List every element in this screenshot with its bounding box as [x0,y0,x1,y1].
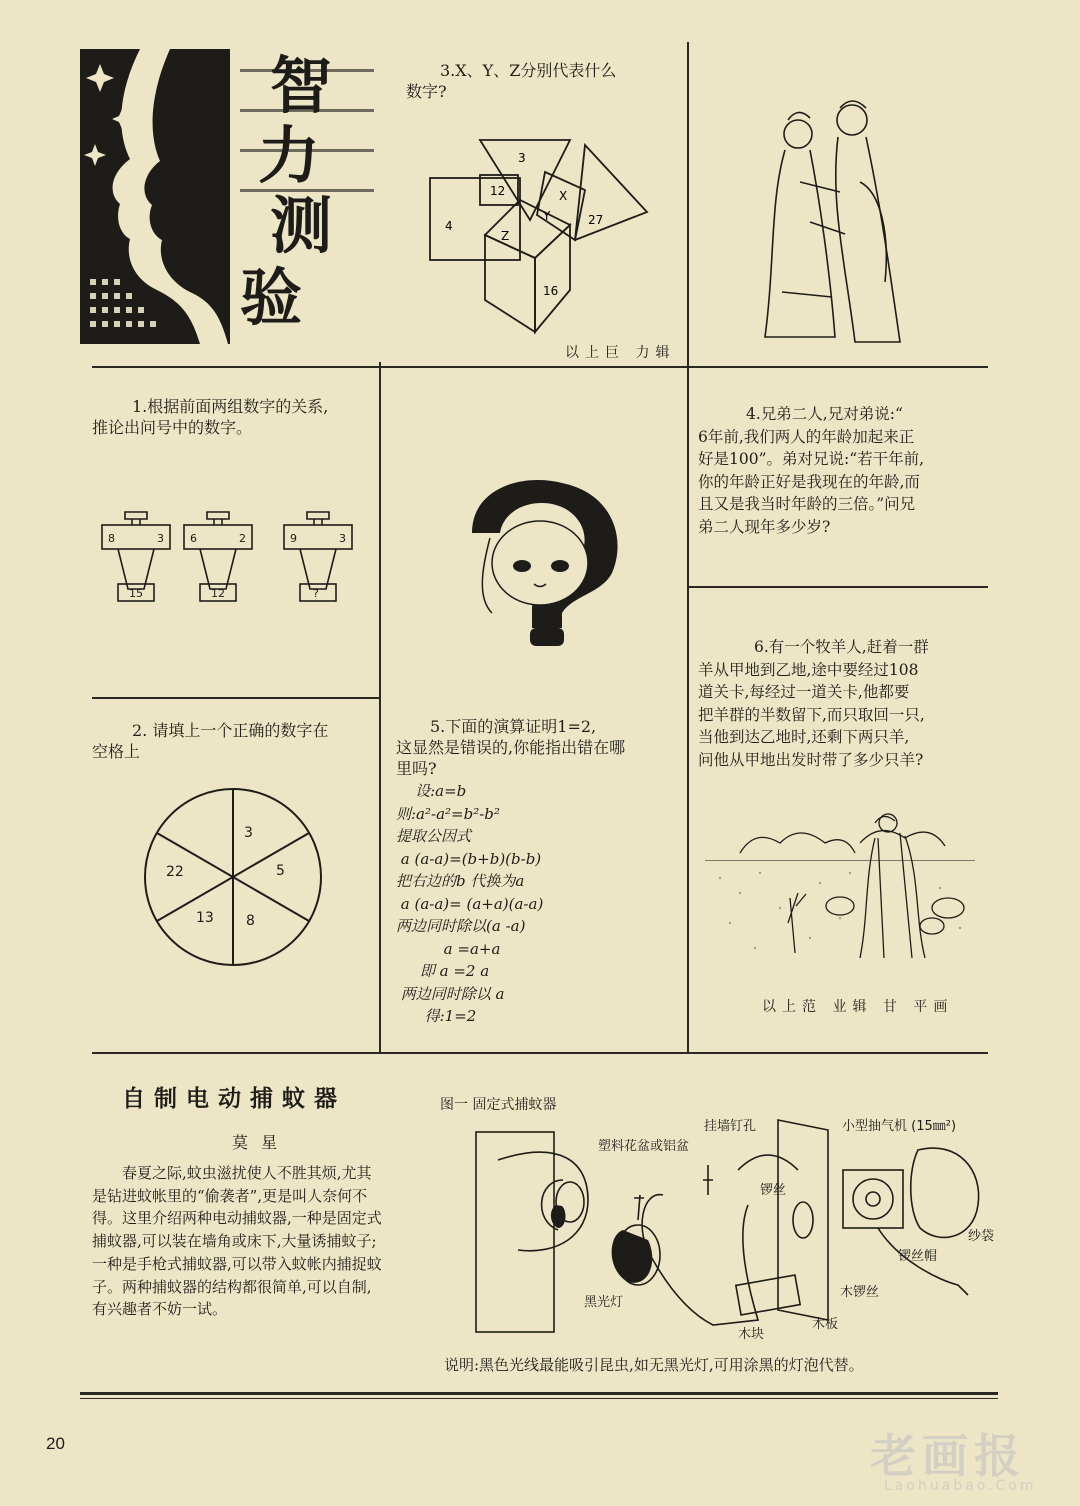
q1-g3-right: 3 [339,532,346,545]
header-block [80,49,374,344]
divider-h-top [92,366,988,368]
q1-g3-bottom: ? [313,587,319,600]
divider-h-mid-left [92,697,381,699]
q1-g1-bottom: 15 [129,587,143,600]
q3-label-b: 12 [490,184,506,198]
q3-label-a: 3 [518,151,526,165]
q3-figure [425,140,685,340]
q2-wheel-1: 3 [244,825,253,841]
article-body: 春夏之际,蚊虫滋扰使人不胜其烦,尤其 是钻进蚊帐里的“偷袭者”,更是叫人奈何不 得。这里介绍两种电动捕蚊器,一种是固定式 捕蚊器,可以装在墙角或床下,大量诱捕蚊子; 一种是手枪式捕蚊器,可以带入蚊帐内捕捉蚊 子。两种捕蚊器的结构都很简单,可以自制, 有兴趣者不妨一试。 [92,1164,382,1319]
title-char-3: 测 [270,189,333,262]
q2-wheel-2: 5 [276,863,285,879]
q6-text: 6.有一个牧羊人,赶着一群 羊从甲地到乙地,途中要经过108 道关卡,每经过一道关卡,他都要 把羊群的半数留下,而只取回一只, 当他到达乙地时,还剩下两只羊, 问他从甲地出发时带了多少只羊? [698,638,929,769]
q1-g2-bottom: 12 [211,587,225,600]
mosquito-trap-diagram [458,1110,995,1342]
shepherd-illustration [700,798,980,968]
q3-label-c: 4 [445,219,453,233]
divider-h-mid-right [688,586,988,588]
q3-credit: 以上巨 力辑 [565,345,676,361]
q3-label-d: X [559,189,568,203]
label-woodscrew: 木锣丝 [840,1285,880,1300]
question-mark-girl [462,478,632,668]
q3-label-e: Y [543,209,551,223]
q3-label-f: Z [501,229,510,243]
couple-illustration [760,92,910,352]
label-fan: 小型抽气机 (15㎜²) [842,1119,957,1134]
q1-text: 1.根据前面两组数字的关系, 推论出问号中的数字。 [92,397,329,437]
footer-rule-thin [80,1398,998,1399]
divider-h-bottom [92,1052,988,1054]
article-title: 自制电动捕蚊器 [122,1086,346,1112]
q5-text: 5.下面的演算证明1=2, 这显然是错误的,你能指出错在哪 里吗? [396,717,626,778]
page-number: 20 [46,1434,65,1453]
q2-wheel [138,782,328,972]
q1-g2-left: 6 [190,532,197,545]
q1-g2-right: 2 [239,532,246,545]
q4-text: 4.兄弟二人,兄对弟说:“ 6年前,我们两人的年龄加起来正 好是100”。弟对兄说:“若干年前, 你的年龄正好是我现在的年龄,而 且又是我当时年龄的三倍。”问兄 弟二人现年多少岁? [698,405,925,536]
q1-g1-left: 8 [108,532,115,545]
label-block: 木块 [738,1327,765,1342]
watermark: 老画报 [870,1429,1026,1483]
q2-wheel-5: 22 [166,864,184,880]
label-lamp: 黑光灯 [584,1295,624,1310]
article-author: 莫 星 [232,1133,282,1152]
q2-wheel-3: 8 [246,913,255,929]
label-pot: 塑料花盆或铝盆 [598,1139,690,1154]
q3-label-h: 16 [543,284,559,298]
title-char-2: 力 [258,119,321,192]
divider-v1 [379,362,381,1054]
label-bag: 纱袋 [968,1229,995,1244]
divider-v2 [687,42,689,1054]
label-nut: 锣丝帽 [898,1249,938,1264]
title-char-4: 验 [240,261,303,334]
q3-label-g: 27 [588,213,604,227]
title-char-1: 智 [270,49,333,122]
q1-g3-left: 9 [290,532,297,545]
watermark-url: Laohuabao.Com [884,1478,1037,1494]
q1-g1-right: 3 [157,532,164,545]
figure-caption: 说明:黑色光线最能吸引昆虫,如无黑光灯,可用涂黑的灯泡代替。 [444,1356,864,1374]
q2-wheel-4: 13 [196,910,214,926]
label-screw1: 锣丝 [760,1183,787,1198]
label-board: 木板 [812,1317,839,1332]
q5-steps: 设:a=b 则:a²-a²=b²-b² 提取公因式 a (a-a)=(b+b)(b-b) 把右边的b 代换为a a (a-a)= (a+a)(a-a) 两边同时除以(a -a) a =a+a 即 a =2 a 两边同时除以 a 得:1=2 [396,782,544,1025]
label-hook: 挂墙钉孔 [704,1119,757,1134]
figure-title: 图一 固定式捕蚊器 [440,1097,557,1113]
q2-text: 2. 请填上一个正确的数字在 空格上 [92,721,329,761]
q6-credit: 以上范 业辑 甘 平画 [762,999,954,1015]
footer-rule [80,1392,998,1395]
q3-text: 3.X、Y、Z分别代表什么 数字? [406,61,617,101]
q1-figure [100,512,360,612]
